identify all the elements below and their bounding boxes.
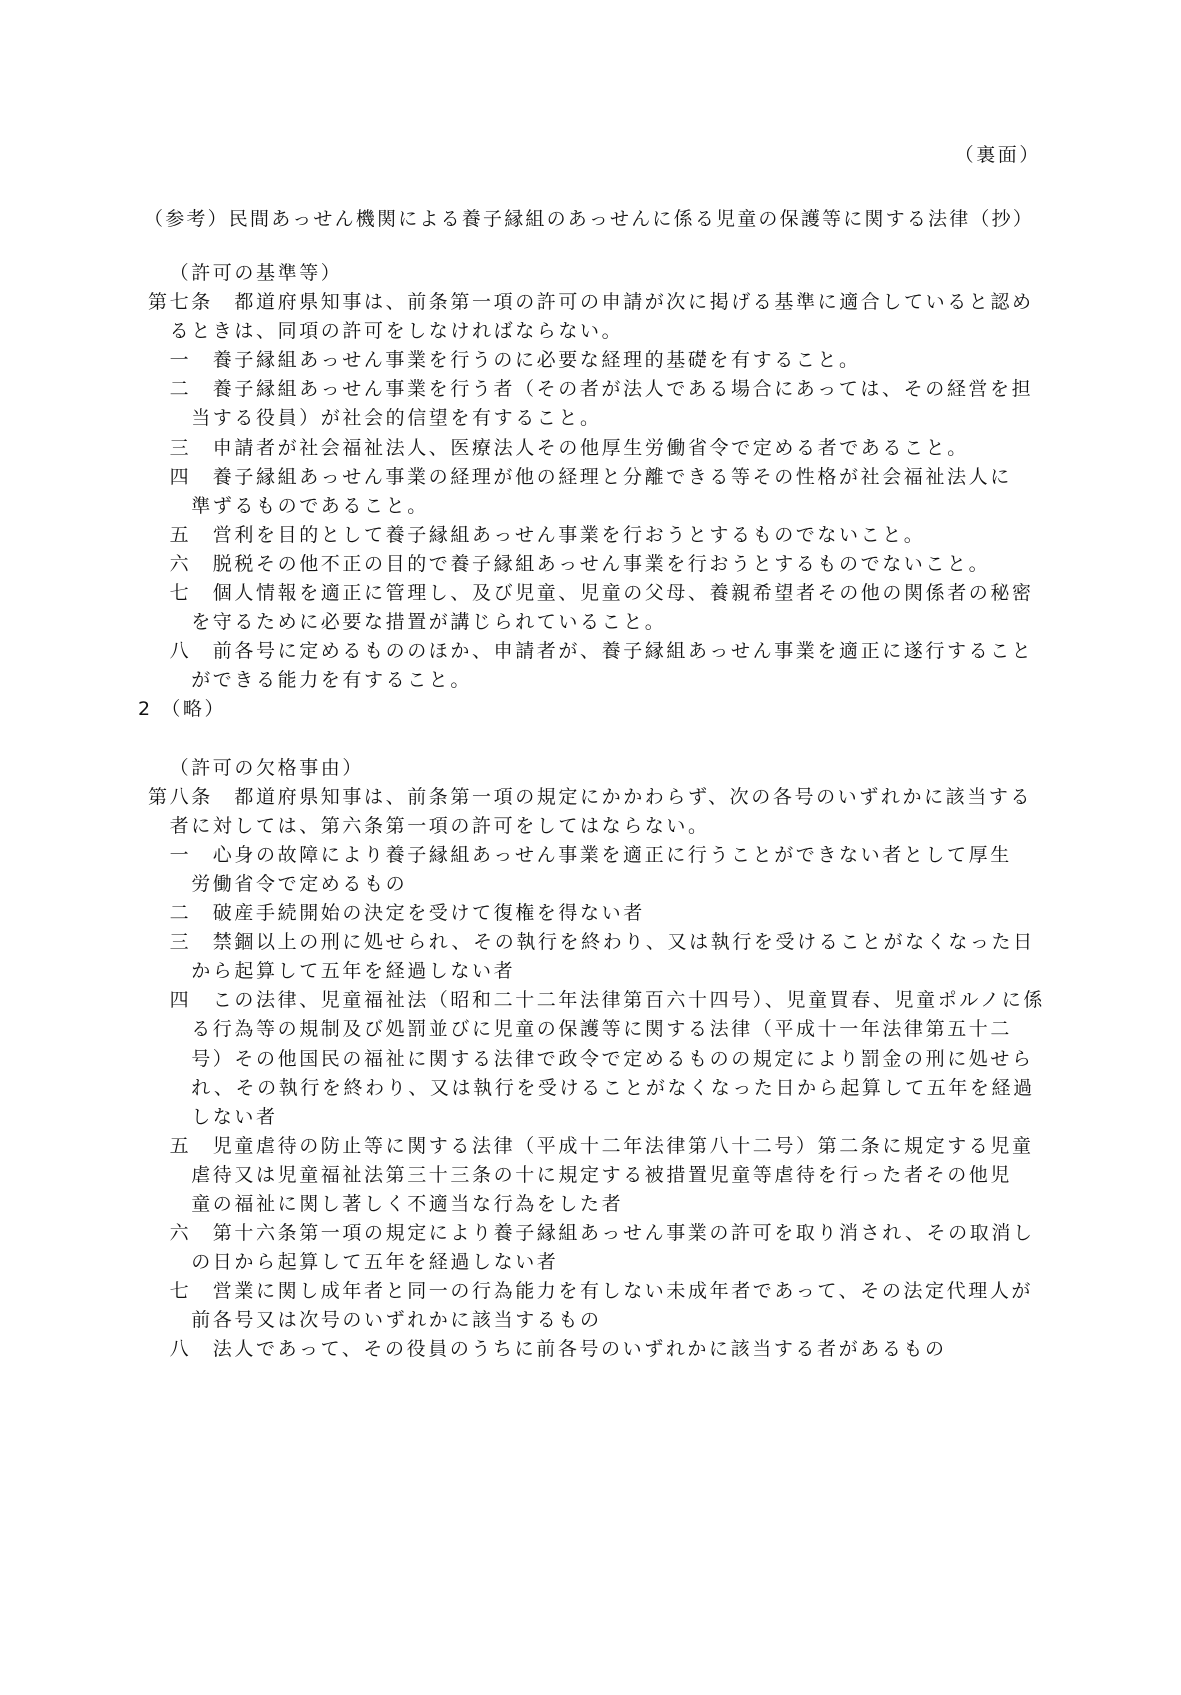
- document-body: [138, 259, 1045, 1365]
- item-line: 三 申請者が社会福祉法人、医療法人その他厚生労働省令で定める者であること。: [169, 436, 969, 459]
- item-line: 四 この法律、児童福祉法（昭和二十二年法律第百六十四号）、児童買春、児童ポルノに係: [169, 989, 1045, 1012]
- item-continuation-line: 童の福祉に関し著しく不適当な行為をした者: [191, 1193, 624, 1215]
- section-gap: [148, 725, 1038, 754]
- item-continuation-line: から起算して五年を経過しない者: [191, 960, 516, 983]
- item-line: 七 個人情報を適正に管理し、及び児童、児童の父母、養親希望者その他の関係者の秘密: [169, 582, 1034, 605]
- item-line: 2 （略）: [138, 698, 227, 721]
- item-continuation-line: れ、その執行を終わり、又は執行を受けることがなくなった日から起算して五年を経過: [191, 1076, 1035, 1099]
- item-line: 者に対しては、第六条第一項の許可をしてはならない。: [169, 814, 710, 837]
- item-continuation-line: 前各号又は次号のいずれかに該当するもの: [191, 1309, 602, 1332]
- item-continuation-line: る行為等の規制及び処罰並びに児童の保護等に関する法律（平成十一年法律第五十二: [191, 1018, 1012, 1041]
- section-heading: （許可の基準等）: [169, 262, 343, 284]
- page-side-label: （裏面）: [954, 144, 1041, 166]
- item-continuation-line: ができる能力を有すること。: [191, 669, 472, 692]
- item-line: 八 前各号に定めるもののほか、申請者が、養子縁組あっせん事業を適正に遂行すること: [169, 640, 1034, 663]
- document-title: （参考）民間あっせん機関による養子縁組のあっせんに係る児童の保護等に関する法律（抄）: [144, 208, 1035, 230]
- item-line: 五 児童虐待の防止等に関する法律（平成十二年法律第八十二号）第二条に規定する児童: [169, 1134, 1034, 1157]
- item-continuation-line: の日から起算して五年を経過しない者: [191, 1251, 559, 1274]
- item-line: 六 第十六条第一項の規定により養子縁組あっせん事業の許可を取り消され、その取消し: [169, 1222, 1035, 1245]
- item-line: 二 破産手続開始の決定を受けて復権を得ない者: [169, 902, 645, 925]
- item-line: 四 養子縁組あっせん事業の経理が他の経理と分離できる等その性格が社会福祉法人に: [169, 465, 1012, 488]
- item-continuation-line: を守るために必要な措置が講じられていること。: [191, 611, 667, 634]
- item-continuation-line: 労働省令で定めるもの: [191, 872, 408, 895]
- item-continuation-line: しない者: [191, 1105, 278, 1128]
- item-line: 八 法人であって、その役員のうちに前各号のいずれかに該当する者があるもの: [169, 1338, 947, 1361]
- article-line: 第八条 都道府県知事は、前条第一項の規定にかかわらず、次の各号のいずれかに該当する: [148, 785, 1033, 808]
- item-line: 三 禁錮以上の刑に処せられ、その執行を終わり、又は執行を受けることがなくなった日: [169, 931, 1035, 954]
- item-line: 一 養子縁組あっせん事業を行うのに必要な経理的基礎を有すること。: [169, 349, 861, 372]
- item-continuation-line: 準ずるものであること。: [191, 494, 429, 517]
- item-continuation-line: 号）その他国民の福祉に関する法律で政令で定めるものの規定により罰金の刑に処せら: [191, 1047, 1034, 1070]
- item-line: 五 営利を目的として養子縁組あっせん事業を行おうとするものでないこと。: [169, 523, 926, 546]
- item-line: るときは、同項の許可をしなければならない。: [169, 320, 624, 343]
- item-line: 二 養子縁組あっせん事業を行う者（その者が法人である場合にあっては、その経営を担: [169, 378, 1034, 401]
- section-heading: （許可の欠格事由）: [169, 756, 364, 779]
- article-line: 第七条 都道府県知事は、前条第一項の許可の申請が次に掲げる基準に適合していると認め: [148, 291, 1034, 314]
- item-line: 一 心身の故障により養子縁組あっせん事業を適正に行うことができない者として厚生: [169, 843, 1012, 866]
- item-continuation-line: 当する役員）が社会的信望を有すること。: [191, 407, 602, 430]
- item-line: 六 脱税その他不正の目的で養子縁組あっせん事業を行おうとするものでないこと。: [169, 552, 991, 575]
- item-line: 七 営業に関し成年者と同一の行為能力を有しない未成年者であって、その法定代理人が: [169, 1280, 1034, 1303]
- item-continuation-line: 虐待又は児童福祉法第三十三条の十に規定する被措置児童等虐待を行った者その他児: [191, 1163, 1012, 1186]
